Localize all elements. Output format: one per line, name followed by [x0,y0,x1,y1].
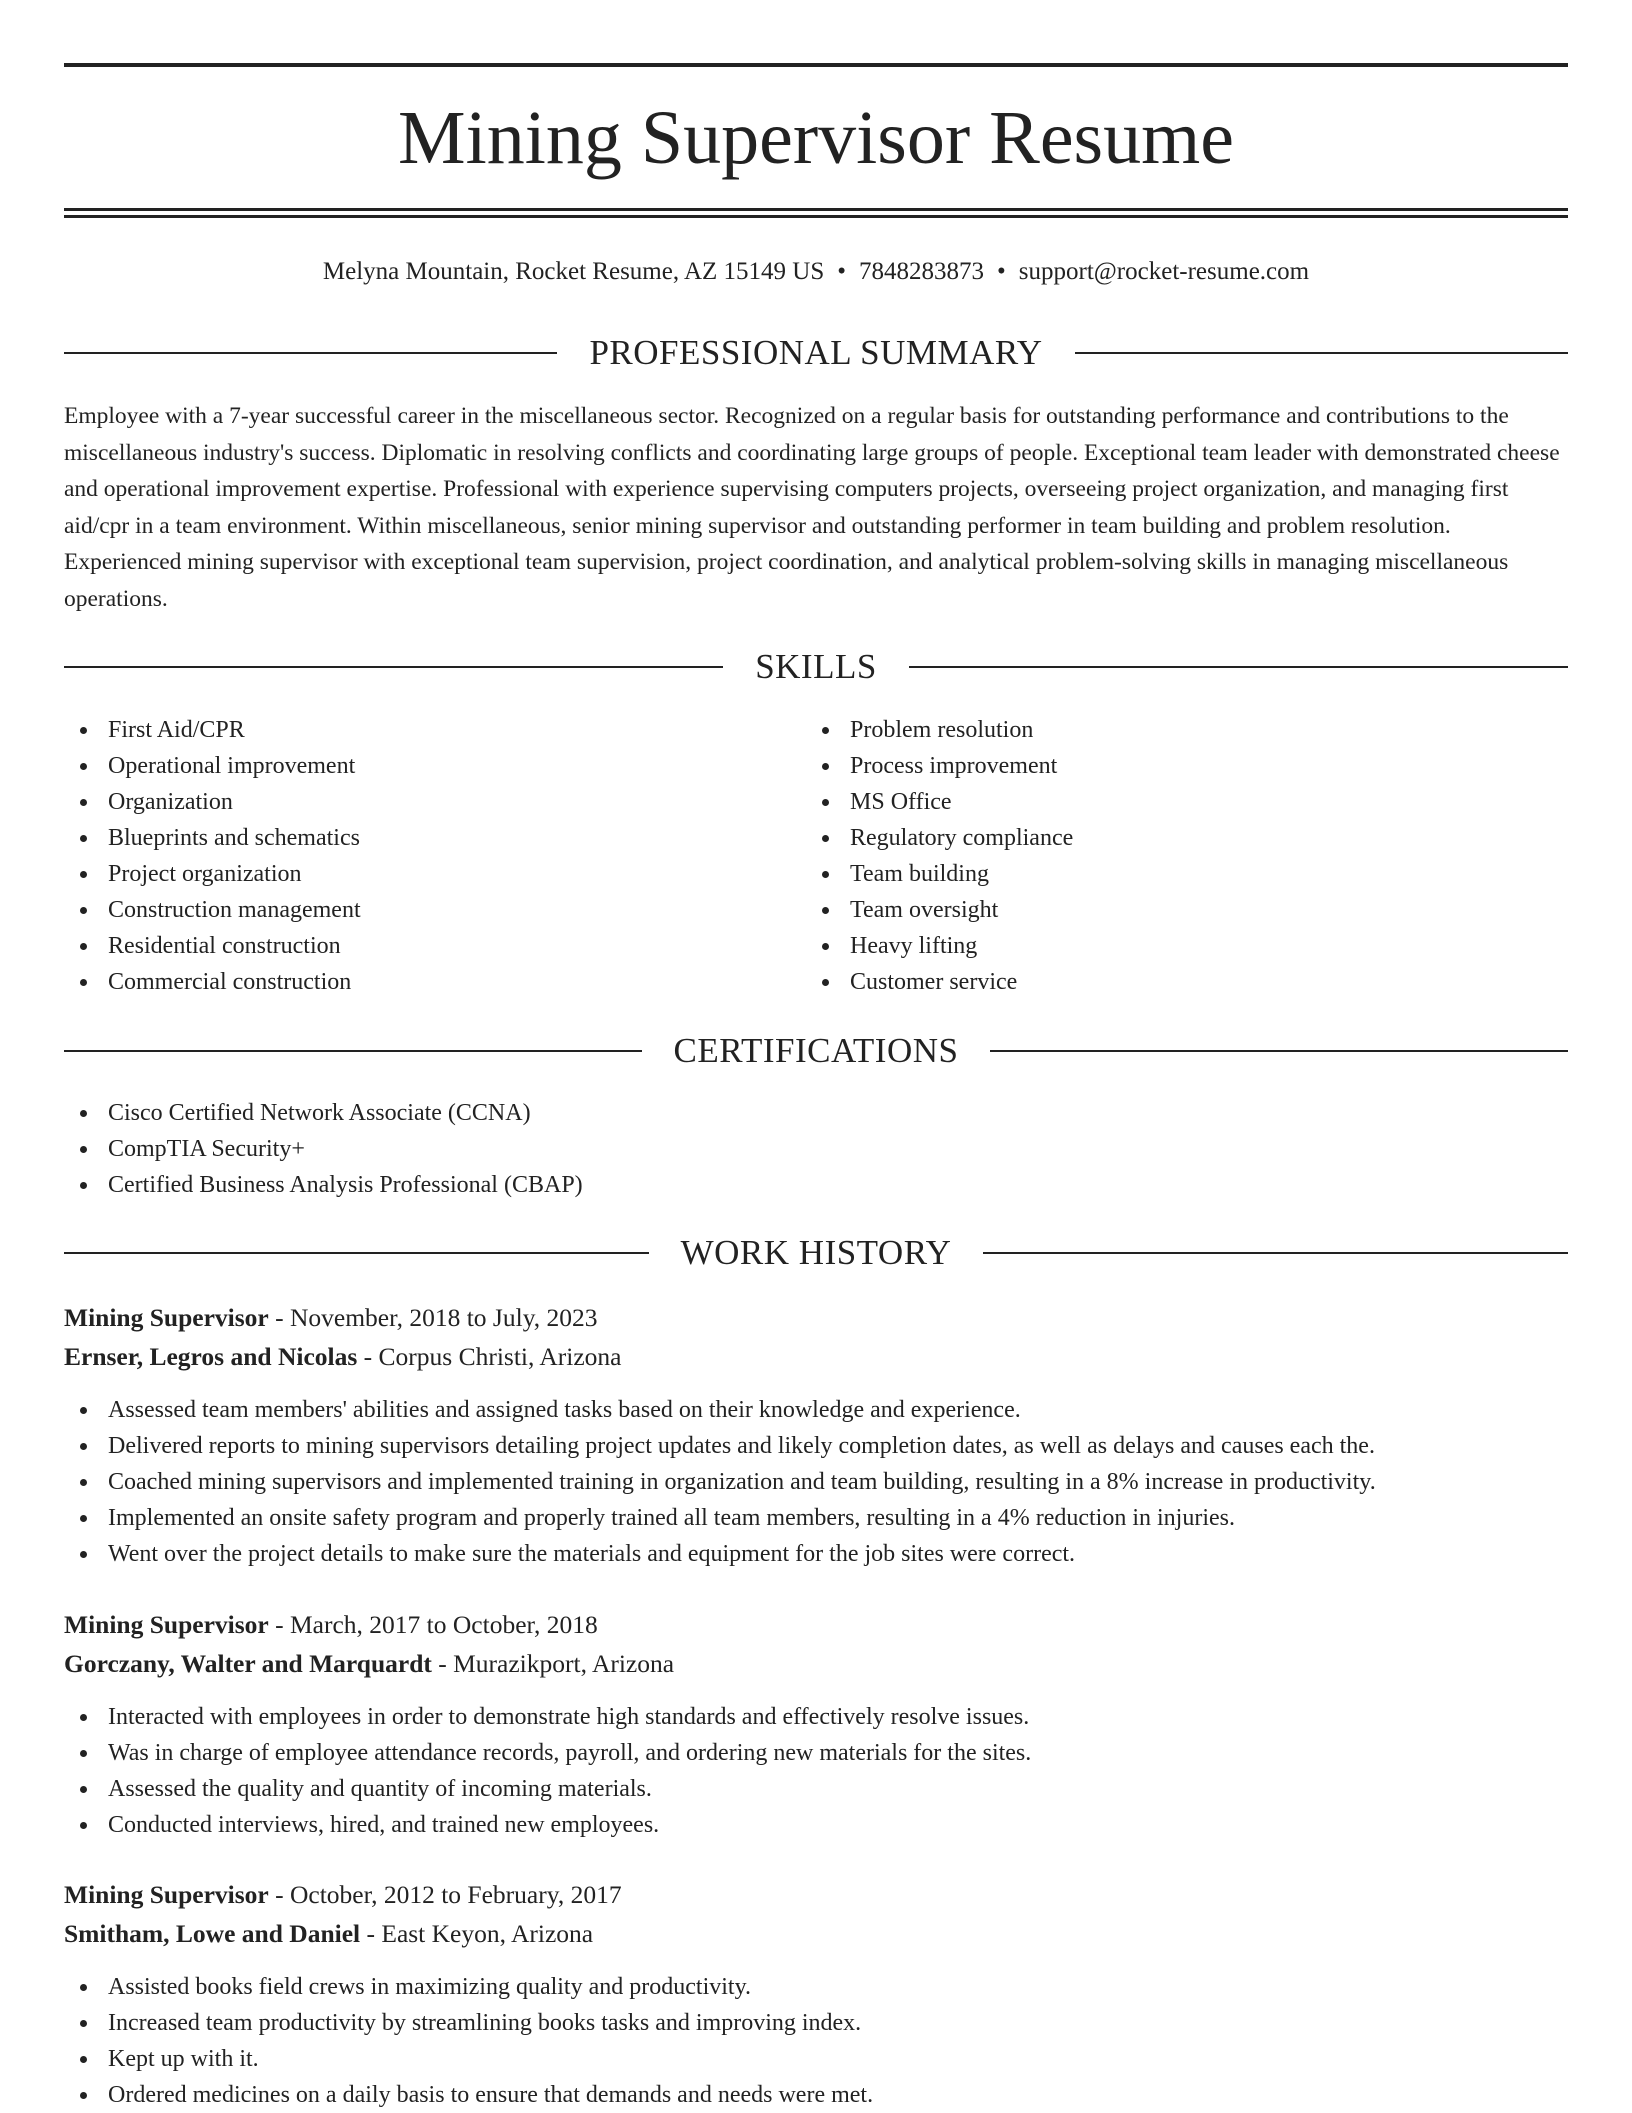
summary-text: Employee with a 7-year successful career in the miscellaneous sector. Recognized on a regular basis for outstanding performance and contributions to the miscellaneous industry's success. Diplomatic in resolving conflicts and coordinating large groups of people. Exceptional team leader with demonstrated cheese and operational improvement expertise. Professional with experience supervising computers projects, overseeing project organization, and managing first aid/cpr in a team environment. Within miscellaneous, senior mining supervisor and outstanding performer in team building and problem resolution. Experienced mining supervisor with exceptional team supervision, project coordination, and analytical problem-solving skills in managing miscellaneous operations. [64,403,1560,612]
skill-item: Construction management [64,892,361,928]
job-bullet: Kept up with it. [64,2041,873,2077]
job-title-line [64,1606,1568,1644]
heading-rule-right [983,1252,1568,1254]
job-company: Smitham, Lowe and Daniel [64,1919,361,1948]
job-location: - Corpus Christi, Arizona [363,1342,622,1371]
work-history-heading-label: WORK HISTORY [680,1233,952,1272]
job-title: Mining Supervisor [64,1610,269,1639]
job-bullet: Conducted interviews, hired, and trained new employees. [64,1807,1031,1843]
summary-heading [64,331,1568,375]
heading-rule-left [64,666,723,668]
job-bullet: Assessed the quality and quantity of incoming materials. [64,1771,1031,1807]
skill-item: Operational improvement [64,748,361,784]
certification-item: CompTIA Security+ [64,1131,583,1167]
heading-rule-right [909,666,1568,668]
certifications-list [64,1095,583,1203]
skill-item: First Aid/CPR [64,712,361,748]
job-bullet: Increased team productivity by streamlining books tasks and improving index. [64,2005,873,2041]
job-bullets [64,1969,873,2113]
skill-item: Organization [64,784,361,820]
skill-item: Heavy lifting [806,928,1073,964]
job-bullet: Implemented an onsite safety program and properly trained all team members, resulting in a 4% reduction in injuries. [64,1500,1376,1536]
job-location: - Murazikport, Arizona [438,1649,675,1678]
skill-item: Customer service [806,964,1073,1000]
job-location: - East Keyon, Arizona [366,1919,594,1948]
certification-item: Certified Business Analysis Professional (CBAP) [64,1167,583,1203]
job-bullet: Coached mining supervisors and implemented training in organization and team building, resulting in a 8% increase in productivity. [64,1464,1376,1500]
skill-item: Team oversight [806,892,1073,928]
job-company-line [64,1338,1568,1376]
heading-rule-right [1075,352,1568,354]
skill-item: Residential construction [64,928,361,964]
job-title: Mining Supervisor [64,1303,269,1332]
skill-item: Problem resolution [806,712,1073,748]
summary-heading-label: PROFESSIONAL SUMMARY [589,333,1043,372]
certification-item: Cisco Certified Network Associate (CCNA) [64,1095,583,1131]
skill-item: Process improvement [806,748,1073,784]
job-bullet: Assisted books field crews in maximizing quality and productivity. [64,1969,873,2005]
contact-email: support@rocket-resume.com [1018,258,1310,285]
heading-rule-left [64,1252,649,1254]
job-bullets [64,1392,1376,1572]
skill-item: MS Office [806,784,1073,820]
job-bullet: Delivered reports to mining supervisors detailing project updates and likely completion dates, as well as delays and causes each the. [64,1428,1376,1464]
job-bullet: Assessed team members' abilities and assigned tasks based on their knowledge and experience. [64,1392,1376,1428]
contact-separator: • [837,258,847,285]
skill-item: Regulatory compliance [806,820,1073,856]
job-bullet: Ordered medicines on a daily basis to ensure that demands and needs were met. [64,2077,873,2113]
contact-line [64,254,1568,290]
heading-rule-right [990,1050,1568,1052]
skill-item: Team building [806,856,1073,892]
skills-heading-label: SKILLS [755,647,877,686]
job-dates: - March, 2017 to October, 2018 [275,1610,598,1639]
job-dates: - November, 2018 to July, 2023 [275,1303,598,1332]
job-title-line [64,1299,1568,1337]
skill-item: Commercial construction [64,964,361,1000]
job-company-line [64,1915,1568,1953]
heading-rule-left [64,1050,642,1052]
job-dates: - October, 2012 to February, 2017 [275,1880,622,1909]
certifications-heading [64,1029,1568,1073]
job-bullet: Interacted with employees in order to demonstrate high standards and effectively resolve issues. [64,1699,1031,1735]
certifications-heading-label: CERTIFICATIONS [673,1031,959,1070]
job-bullet: Went over the project details to make sure the materials and equipment for the job sites were correct. [64,1536,1376,1572]
job-company: Gorczany, Walter and Marquardt [64,1649,432,1678]
contact-phone: 7848283873 [859,258,985,285]
skill-item: Project organization [64,856,361,892]
skills-heading [64,645,1568,689]
job-title-line [64,1876,1568,1914]
skills-list-left [64,712,361,1000]
header-double-rule-upper [64,208,1568,211]
resume-title: Mining Supervisor Resume [398,96,1234,180]
job-bullets [64,1699,1031,1843]
header-double-rule-lower [64,215,1568,218]
contact-separator: • [997,258,1006,285]
job-company-line [64,1645,1568,1683]
work-history-heading [64,1231,1568,1275]
contact-address: Melyna Mountain, Rocket Resume, AZ 15149 US [322,258,825,285]
skills-list-right [806,712,1073,1000]
job-bullet: Was in charge of employee attendance records, payroll, and ordering new materials for the sites. [64,1735,1031,1771]
heading-rule-left [64,352,557,354]
job-company: Ernser, Legros and Nicolas [64,1342,358,1371]
skill-item: Blueprints and schematics [64,820,361,856]
header-top-rule [64,63,1568,67]
job-title: Mining Supervisor [64,1880,269,1909]
